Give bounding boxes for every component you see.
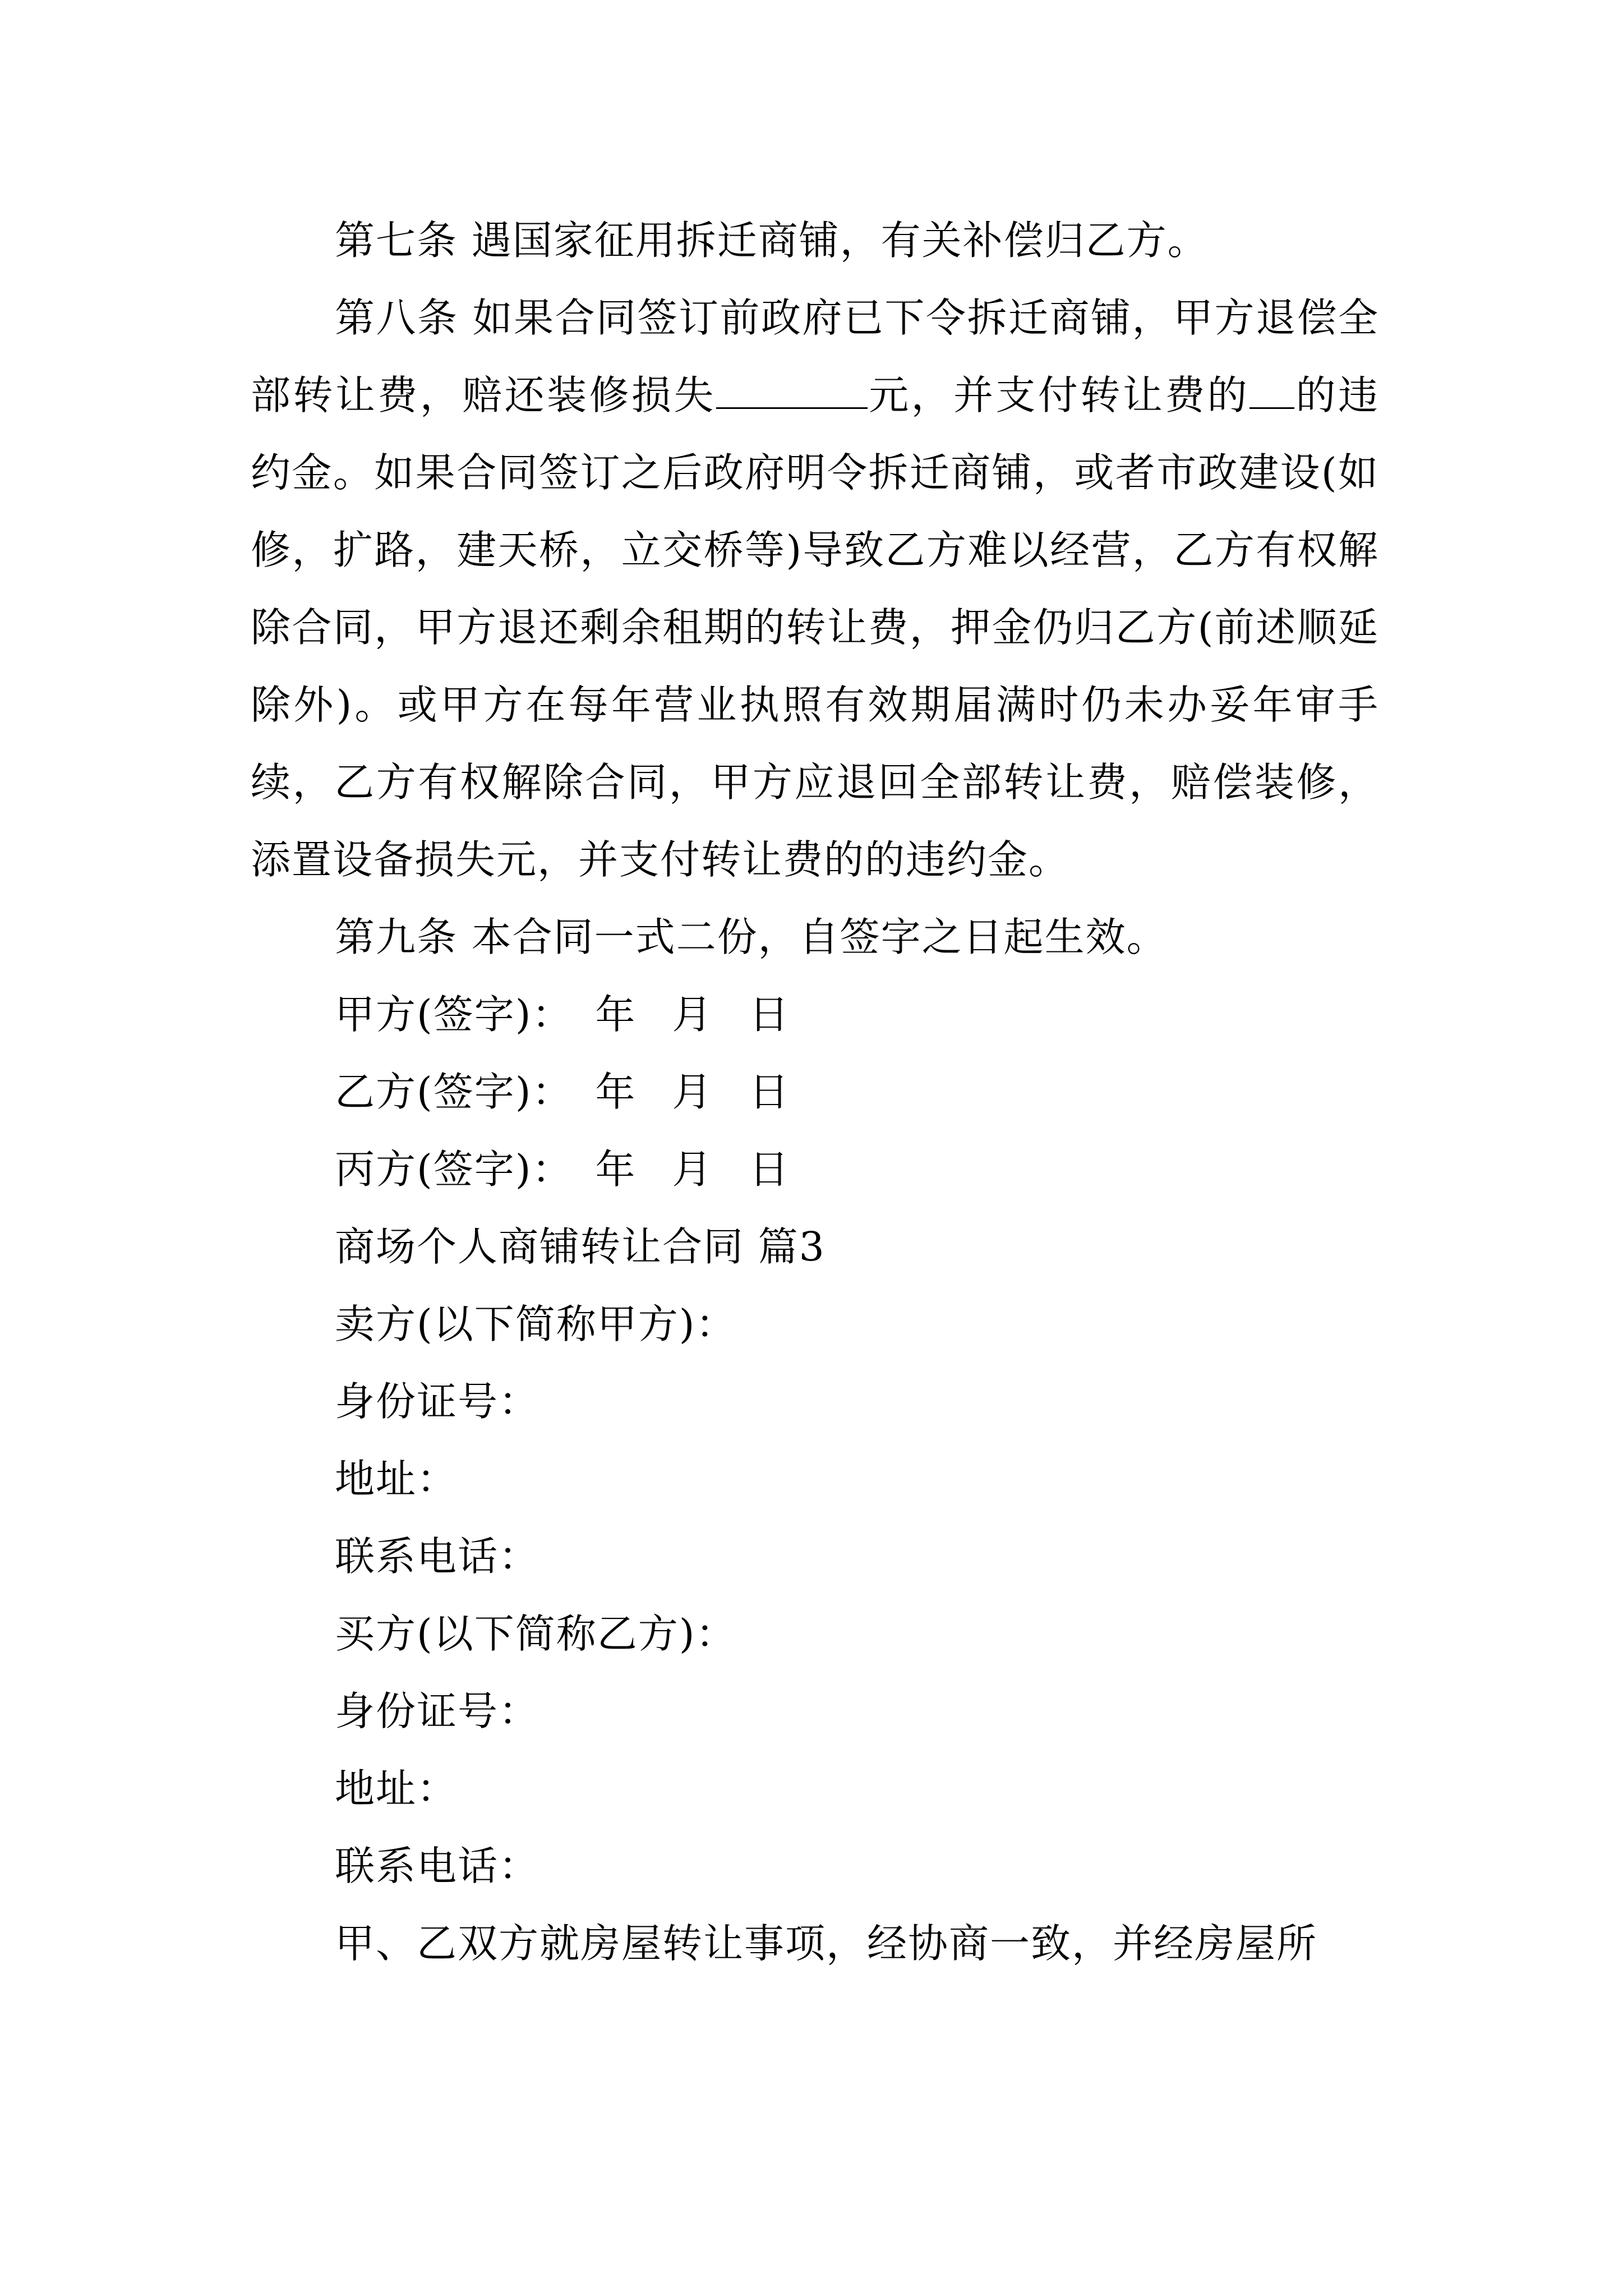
date-day: 日 xyxy=(749,991,790,1038)
seller-phone-label: 联系电话： xyxy=(335,1533,540,1580)
signature-date xyxy=(595,976,826,1053)
signature-line-party-c xyxy=(251,1131,1379,1208)
date-year: 年 xyxy=(595,991,637,1038)
date-month: 月 xyxy=(672,991,713,1038)
date-month: 月 xyxy=(672,1069,713,1115)
date-year: 年 xyxy=(595,1069,637,1115)
penalty-rate-blank xyxy=(1249,374,1294,409)
buyer-phone-label: 联系电话： xyxy=(335,1843,540,1889)
article-8-text-part2: 元，并支付转让费的 xyxy=(867,372,1250,418)
document-body xyxy=(251,202,1379,1982)
seller-label: 卖方(以下简称甲方)： xyxy=(335,1301,737,1347)
article-8-paragraph xyxy=(251,279,1379,899)
date-month: 月 xyxy=(672,1146,713,1193)
date-year: 年 xyxy=(595,1146,637,1193)
article-9-paragraph: 第九条 本合同一式二份，自签字之日起生效。 xyxy=(335,914,1168,960)
buyer-id-label: 身份证号： xyxy=(335,1688,540,1734)
compensation-amount-blank xyxy=(716,374,868,409)
buyer-label: 买方(以下简称乙方)： xyxy=(335,1611,737,1657)
signature-line-party-a xyxy=(251,976,1379,1053)
signature-label: 乙方(签字)： xyxy=(335,1069,573,1115)
article-8-text-part3: 的违约金。如果合同签订之后政府明令拆迁商铺，或者市政建设(如修，扩路，建天桥，立交桥等)导致乙方难以经营，乙方有权解除合同，甲方退还剩余租期的转让费，押金仍归乙方(前述顺延除外)。或甲方在每年营业执照有效期届满时仍未办妥年审手续，乙方有权解除合同，甲方应退回全部转让费，赔偿装修，添置设备损失元，并支付转让费的的违约金。 xyxy=(251,372,1379,883)
date-day: 日 xyxy=(749,1146,790,1193)
article-7-paragraph: 第七条 遇国家征用拆迁商铺，有关补偿归乙方。 xyxy=(335,217,1209,264)
buyer-address-label: 地址： xyxy=(335,1765,458,1812)
article-8-text-part1: 第八条 如果合同签订前政府已下令拆迁商铺，甲方退偿全部转让费，赔还装修损失 xyxy=(251,295,1379,418)
signature-label: 丙方(签字)： xyxy=(335,1146,573,1193)
signature-date xyxy=(595,1053,826,1131)
signature-label: 甲方(签字)： xyxy=(335,991,573,1038)
section-3-title: 商场个人商铺转让合同 篇3 xyxy=(335,1223,826,1270)
seller-address-label: 地址： xyxy=(335,1456,458,1502)
section-3-intro-paragraph: 甲、乙双方就房屋转让事项，经协商一致，并经房屋所 xyxy=(335,1920,1318,1967)
signature-date xyxy=(595,1131,826,1208)
seller-id-label: 身份证号： xyxy=(335,1378,540,1425)
date-day: 日 xyxy=(749,1069,790,1115)
signature-line-party-b xyxy=(251,1053,1379,1131)
